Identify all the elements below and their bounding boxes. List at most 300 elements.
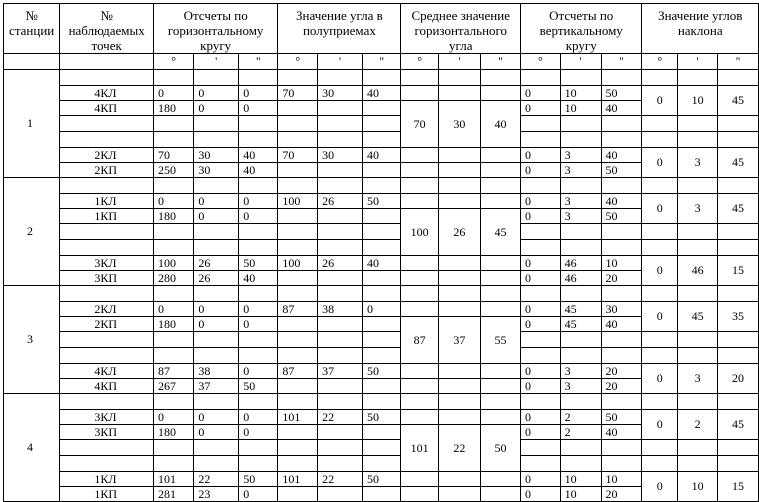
average-blank	[401, 148, 438, 163]
empty-cell	[194, 70, 239, 86]
vertical-reading: 0	[521, 487, 561, 502]
empty-cell	[601, 440, 642, 456]
horizontal-reading: 40	[239, 271, 278, 286]
vertical-reading: 45	[560, 302, 601, 317]
vertical-reading: 0	[521, 472, 561, 487]
empty-cell	[521, 286, 561, 302]
unit-minute: '	[560, 54, 601, 70]
average-blank	[401, 487, 438, 502]
horizontal-reading: 0	[194, 302, 239, 317]
spacer-row	[4, 132, 759, 148]
average-blank	[480, 487, 520, 502]
vertical-reading: 40	[601, 101, 642, 116]
inclination-value: 0	[642, 256, 678, 286]
horizontal-reading: 281	[153, 487, 193, 502]
empty-cell	[60, 332, 154, 348]
empty-cell	[401, 70, 438, 86]
empty-cell	[401, 178, 438, 194]
empty-cell	[521, 332, 561, 348]
empty-cell	[239, 456, 278, 472]
point-label: 4КЛ	[60, 86, 154, 101]
empty-cell	[278, 348, 318, 364]
horizontal-reading: 0	[153, 302, 193, 317]
vertical-reading: 10	[560, 487, 601, 502]
average-blank	[480, 256, 520, 271]
empty-cell	[194, 348, 239, 364]
inclination-value: 20	[718, 364, 759, 394]
inclination-value: 0	[642, 194, 678, 224]
horizontal-reading: 0	[239, 302, 278, 317]
average-blank	[480, 271, 520, 286]
half-set-angle: 101	[278, 472, 318, 487]
empty-cell	[363, 178, 401, 194]
empty-cell	[278, 178, 318, 194]
empty-cell	[318, 332, 363, 348]
empty-cell	[642, 394, 678, 410]
half-set-angle	[363, 209, 401, 224]
empty-cell	[678, 116, 718, 132]
empty-cell	[718, 286, 759, 302]
unit-minute: '	[438, 54, 480, 70]
empty-cell	[678, 348, 718, 364]
empty-cell	[678, 332, 718, 348]
point-label: 2КЛ	[60, 148, 154, 163]
average-angle-header: Среднее значение горизонтального угла	[401, 4, 521, 54]
horizontal-reading: 280	[153, 271, 193, 286]
half-set-angle: 50	[363, 364, 401, 379]
vertical-reading: 50	[601, 163, 642, 178]
empty-cell	[718, 348, 759, 364]
unit-degree: °	[278, 54, 318, 70]
empty-cell	[278, 286, 318, 302]
empty-cell	[601, 240, 642, 256]
spacer-row	[4, 178, 759, 194]
horizontal-reading: 180	[153, 101, 193, 116]
vertical-reading: 10	[560, 472, 601, 487]
horizontal-reading: 0	[153, 410, 193, 425]
empty-cell	[60, 116, 154, 132]
vertical-reading: 0	[521, 364, 561, 379]
horizontal-reading: 180	[153, 317, 193, 332]
half-set-angle	[318, 487, 363, 502]
horizontal-reading: 0	[239, 317, 278, 332]
empty-cell	[239, 240, 278, 256]
average-blank	[480, 472, 520, 487]
horizontal-reading: 0	[239, 364, 278, 379]
average-angle-value: 101	[401, 425, 438, 472]
horizontal-reading: 0	[239, 425, 278, 440]
units-blank	[60, 54, 154, 70]
average-angle-value: 45	[480, 209, 520, 256]
horizontal-reading: 250	[153, 163, 193, 178]
empty-cell	[560, 286, 601, 302]
average-angle-value: 70	[401, 101, 438, 148]
inclination-value: 45	[718, 410, 759, 440]
half-set-angle: 37	[318, 364, 363, 379]
average-blank	[401, 364, 438, 379]
empty-cell	[521, 70, 561, 86]
half-set-angle: 50	[363, 472, 401, 487]
vertical-reading: 2	[560, 410, 601, 425]
empty-cell	[642, 348, 678, 364]
empty-cell	[521, 240, 561, 256]
empty-cell	[363, 240, 401, 256]
inclination-value: 45	[678, 302, 718, 332]
vertical-reading: 40	[601, 425, 642, 440]
empty-cell	[642, 224, 678, 240]
unit-minute: '	[318, 54, 363, 70]
empty-cell	[60, 286, 154, 302]
empty-cell	[438, 70, 480, 86]
empty-cell	[318, 116, 363, 132]
horizontal-reading: 0	[194, 425, 239, 440]
horizontal-reading: 50	[239, 256, 278, 271]
average-blank	[401, 472, 438, 487]
half-set-angle	[363, 163, 401, 178]
average-blank	[438, 256, 480, 271]
observation-row	[4, 472, 759, 487]
vertical-reading: 3	[560, 379, 601, 394]
average-angle-value: 30	[438, 101, 480, 148]
vertical-reading: 50	[601, 86, 642, 101]
horizontal-reading: 100	[153, 256, 193, 271]
average-blank	[480, 379, 520, 394]
unit-second: ''	[718, 54, 759, 70]
average-angle-value: 87	[401, 317, 438, 364]
empty-cell	[521, 116, 561, 132]
half-set-angle: 50	[363, 194, 401, 209]
horizontal-reading: 0	[194, 101, 239, 116]
unit-degree: °	[521, 54, 561, 70]
average-blank	[401, 410, 438, 425]
empty-cell	[678, 286, 718, 302]
average-blank	[438, 472, 480, 487]
vertical-reading: 3	[560, 163, 601, 178]
average-blank	[401, 256, 438, 271]
horizontal-reading: 267	[153, 379, 193, 394]
half-set-angle: 40	[363, 86, 401, 101]
point-label: 2КП	[60, 317, 154, 332]
unit-second: ''	[239, 54, 278, 70]
empty-cell	[642, 286, 678, 302]
empty-cell	[718, 240, 759, 256]
horizontal-reading: 0	[239, 194, 278, 209]
horizontal-reading: 0	[239, 209, 278, 224]
average-angle-value: 37	[438, 317, 480, 364]
empty-cell	[718, 178, 759, 194]
horizontal-reading: 70	[153, 148, 193, 163]
inclination-value: 45	[718, 148, 759, 178]
horizontal-reading: 0	[239, 410, 278, 425]
vertical-reading: 0	[521, 317, 561, 332]
half-set-angle: 22	[318, 410, 363, 425]
header-row	[4, 4, 759, 54]
vertical-reading: 20	[601, 379, 642, 394]
empty-cell	[318, 456, 363, 472]
empty-cell	[678, 440, 718, 456]
observation-row	[4, 364, 759, 379]
point-label: 3КП	[60, 271, 154, 286]
vertical-reading: 3	[560, 209, 601, 224]
horizontal-reading: 180	[153, 209, 193, 224]
empty-cell	[642, 116, 678, 132]
point-label: 1КП	[60, 487, 154, 502]
average-angle-value: 26	[438, 209, 480, 256]
vertical-reading: 30	[601, 302, 642, 317]
empty-cell	[601, 132, 642, 148]
unit-minute: '	[678, 54, 718, 70]
empty-cell	[601, 116, 642, 132]
vertical-reading: 3	[560, 364, 601, 379]
empty-cell	[678, 70, 718, 86]
average-blank	[401, 163, 438, 178]
unit-second: ''	[480, 54, 520, 70]
empty-cell	[560, 332, 601, 348]
half-set-angle: 87	[278, 364, 318, 379]
horizontal-reading: 0	[239, 86, 278, 101]
empty-cell	[278, 394, 318, 410]
observation-row	[4, 148, 759, 163]
vertical-reading: 20	[601, 271, 642, 286]
vertical-reading: 20	[601, 487, 642, 502]
empty-cell	[153, 286, 193, 302]
empty-cell	[363, 456, 401, 472]
empty-cell	[718, 456, 759, 472]
horizontal-reading: 101	[153, 472, 193, 487]
empty-cell	[480, 70, 520, 86]
empty-cell	[642, 456, 678, 472]
empty-cell	[194, 132, 239, 148]
empty-cell	[642, 332, 678, 348]
horizontal-reading: 26	[194, 256, 239, 271]
half-set-angle	[318, 379, 363, 394]
empty-cell	[153, 348, 193, 364]
inclination-value: 3	[678, 364, 718, 394]
empty-cell	[363, 394, 401, 410]
half-set-angle	[278, 487, 318, 502]
empty-cell	[60, 224, 154, 240]
empty-cell	[239, 332, 278, 348]
horizontal-reading: 0	[239, 101, 278, 116]
average-blank	[401, 379, 438, 394]
point-label: 2КП	[60, 163, 154, 178]
observation-row	[4, 256, 759, 271]
point-label: 3КЛ	[60, 410, 154, 425]
average-blank	[401, 302, 438, 317]
empty-cell	[601, 394, 642, 410]
station-number: 4	[4, 394, 60, 502]
half-set-angle	[363, 379, 401, 394]
empty-cell	[194, 456, 239, 472]
vertical-reading: 0	[521, 256, 561, 271]
empty-cell	[560, 224, 601, 240]
half-set-angle	[278, 317, 318, 332]
empty-cell	[363, 348, 401, 364]
empty-cell	[318, 240, 363, 256]
empty-cell	[318, 70, 363, 86]
half-set-angle: 100	[278, 194, 318, 209]
half-set-angle: 101	[278, 410, 318, 425]
empty-cell	[153, 132, 193, 148]
empty-cell	[318, 178, 363, 194]
inclination-value: 45	[718, 86, 759, 116]
unit-second: ''	[601, 54, 642, 70]
inclination-value: 15	[718, 256, 759, 286]
spacer-row	[4, 394, 759, 410]
empty-cell	[239, 286, 278, 302]
empty-cell	[521, 456, 561, 472]
empty-cell	[153, 394, 193, 410]
empty-cell	[438, 394, 480, 410]
empty-cell	[560, 394, 601, 410]
point-label: 4КП	[60, 101, 154, 116]
empty-cell	[153, 116, 193, 132]
half-set-angle: 40	[363, 148, 401, 163]
vertical-reading: 46	[560, 271, 601, 286]
half-set-angle	[363, 271, 401, 286]
average-angle-value: 22	[438, 425, 480, 472]
station-header: № станции	[4, 4, 60, 54]
horizontal-reading: 30	[194, 148, 239, 163]
empty-cell	[642, 70, 678, 86]
empty-cell	[521, 348, 561, 364]
empty-cell	[318, 132, 363, 148]
empty-cell	[480, 394, 520, 410]
empty-cell	[278, 440, 318, 456]
average-blank	[438, 410, 480, 425]
empty-cell	[521, 224, 561, 240]
point-label: 3КЛ	[60, 256, 154, 271]
units-blank	[4, 54, 60, 70]
empty-cell	[601, 224, 642, 240]
vertical-reading: 10	[560, 86, 601, 101]
empty-cell	[278, 456, 318, 472]
empty-cell	[278, 332, 318, 348]
vertical-reading: 40	[601, 148, 642, 163]
average-blank	[480, 302, 520, 317]
vertical-reading: 2	[560, 425, 601, 440]
vertical-reading: 3	[560, 194, 601, 209]
horizontal-reading: 0	[194, 410, 239, 425]
horizontal-reading: 0	[194, 86, 239, 101]
empty-cell	[678, 178, 718, 194]
vertical-reading: 0	[521, 425, 561, 440]
average-blank	[438, 379, 480, 394]
empty-cell	[678, 224, 718, 240]
average-blank	[480, 410, 520, 425]
average-blank	[480, 86, 520, 101]
spacer-row	[4, 440, 759, 456]
inclination-value: 3	[678, 148, 718, 178]
spacer-row	[4, 70, 759, 86]
vertical-reading: 0	[521, 410, 561, 425]
horizontal-reading: 0	[194, 209, 239, 224]
half-set-angle	[278, 271, 318, 286]
empty-cell	[239, 348, 278, 364]
half-set-angle: 50	[363, 410, 401, 425]
vertical-reading: 0	[521, 101, 561, 116]
horizontal-reading: 50	[239, 472, 278, 487]
empty-cell	[239, 440, 278, 456]
spacer-row	[4, 332, 759, 348]
empty-cell	[278, 240, 318, 256]
horizontal-reading: 30	[194, 163, 239, 178]
average-blank	[401, 271, 438, 286]
station-number: 1	[4, 70, 60, 178]
empty-cell	[718, 332, 759, 348]
average-angle-value: 100	[401, 209, 438, 256]
empty-cell	[153, 440, 193, 456]
empty-cell	[318, 224, 363, 240]
spacer-row	[4, 240, 759, 256]
empty-cell	[438, 286, 480, 302]
vertical-reading: 0	[521, 379, 561, 394]
empty-cell	[601, 332, 642, 348]
survey-table	[3, 3, 759, 502]
empty-cell	[153, 70, 193, 86]
half-set-angle	[363, 487, 401, 502]
point-label: 1КП	[60, 209, 154, 224]
empty-cell	[153, 456, 193, 472]
empty-cell	[153, 178, 193, 194]
half-set-angle	[318, 271, 363, 286]
empty-cell	[60, 456, 154, 472]
empty-cell	[480, 286, 520, 302]
vertical-reading: 0	[521, 302, 561, 317]
half-set-angle	[278, 379, 318, 394]
half-set-angle	[278, 209, 318, 224]
inclination-value: 35	[718, 302, 759, 332]
empty-cell	[678, 394, 718, 410]
inclination-value: 45	[718, 194, 759, 224]
average-blank	[438, 271, 480, 286]
average-blank	[480, 163, 520, 178]
empty-cell	[278, 70, 318, 86]
horizontal-reading: 0	[239, 487, 278, 502]
empty-cell	[239, 70, 278, 86]
vertical-readings-header: Отсчеты по вертикальному кругу	[521, 4, 642, 54]
average-angle-value: 55	[480, 317, 520, 364]
vertical-reading: 50	[601, 209, 642, 224]
half-set-angle	[363, 317, 401, 332]
horizontal-reading: 87	[153, 364, 193, 379]
empty-cell	[194, 286, 239, 302]
average-blank	[438, 364, 480, 379]
vertical-reading: 0	[521, 271, 561, 286]
inclination-value: 0	[642, 148, 678, 178]
empty-cell	[560, 456, 601, 472]
inclination-value: 10	[678, 86, 718, 116]
empty-cell	[318, 286, 363, 302]
empty-cell	[239, 224, 278, 240]
empty-cell	[278, 132, 318, 148]
empty-cell	[521, 440, 561, 456]
vertical-reading: 20	[601, 364, 642, 379]
empty-cell	[60, 348, 154, 364]
point-label: 3КП	[60, 425, 154, 440]
half-set-angle: 87	[278, 302, 318, 317]
points-header: № наблюдаемых точек	[60, 4, 154, 54]
average-blank	[438, 148, 480, 163]
half-set-angle	[363, 425, 401, 440]
half-set-angle: 70	[278, 86, 318, 101]
average-blank	[480, 148, 520, 163]
spacer-row	[4, 456, 759, 472]
empty-cell	[521, 394, 561, 410]
empty-cell	[438, 178, 480, 194]
empty-cell	[278, 224, 318, 240]
horizontal-reading: 38	[194, 364, 239, 379]
